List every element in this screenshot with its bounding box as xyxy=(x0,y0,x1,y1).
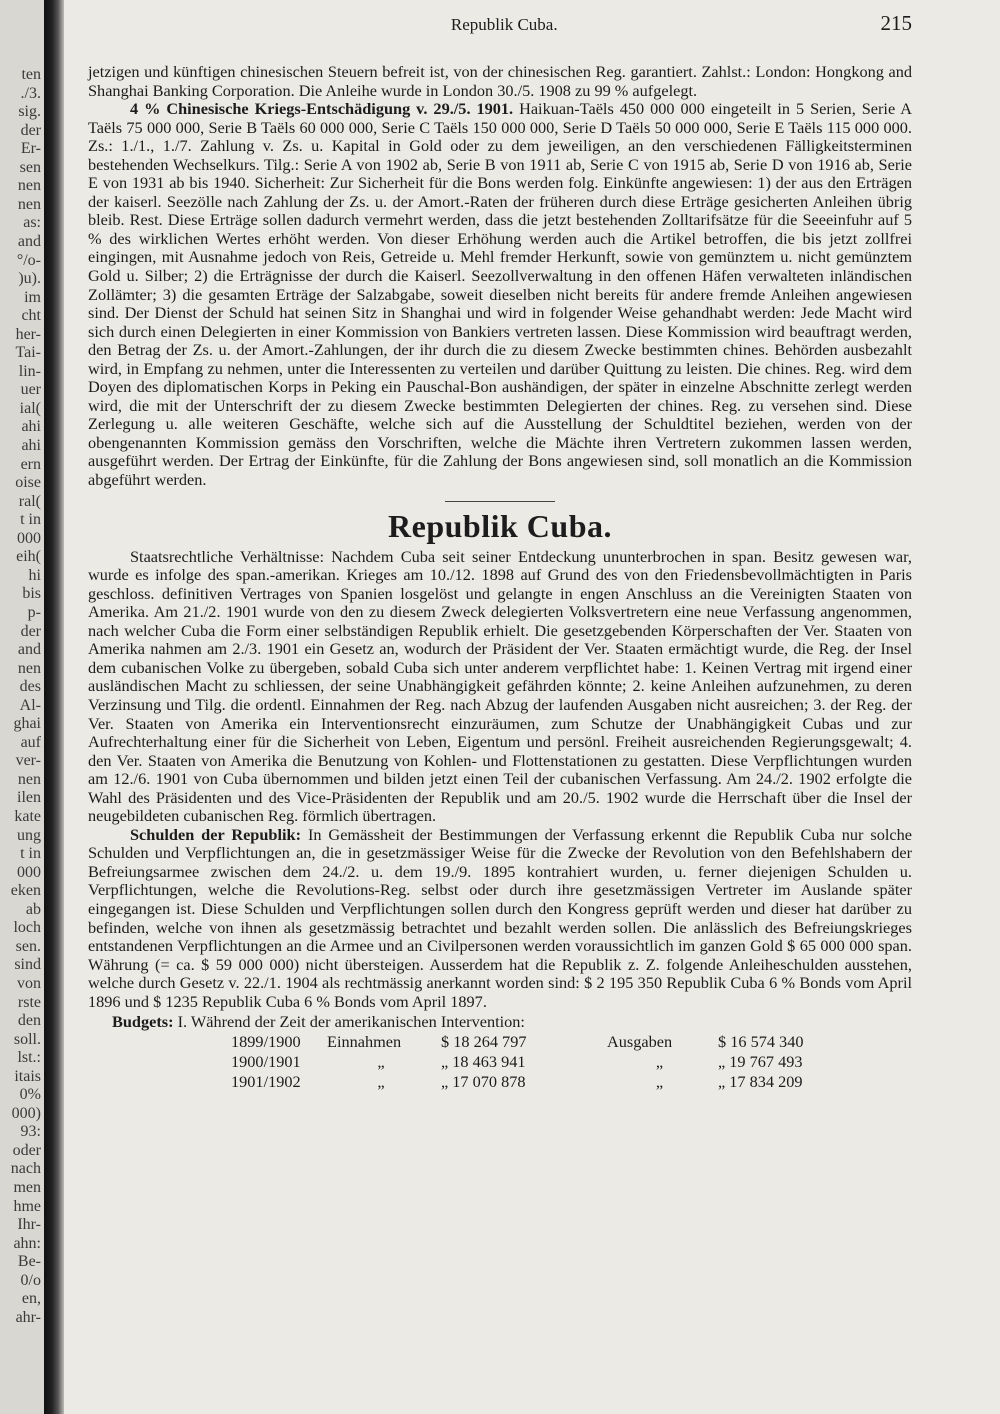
adjacent-page-text-fragment: as: xyxy=(23,214,41,232)
adjacent-page-text-fragment: ral( xyxy=(18,492,41,510)
cuba-debts-text: In Gemässheit der Bestimmungen der Verfassung erkennt die Republik Cuba nur solche Schulden und Verpflichtungen an, die in gesetzmässiger Weise für die Zwecke der Revolution von den Befehlshabern der Befreiungsarmee zwischen dem 24./2. u. dem 19./9. 1895 kontrahiert wurden, u. ferner diejenigen Schulden u. Verpflichtungen, welche die Revolutions-Reg. selbst oder durch ihre gesetzmässigen Vertreter im Auslande später eingegangen ist. Diese Schulden und Verpflichtungen sollen durch den Kongress geprüft werden und dieser hat darüber zu befinden, welche von ihnen als gesetzmässig betrachtet und bezahlt werden sollen. Die anlässlich des Befreiungskrieges entstandenen Verpflichtungen an die Armee und an Civilpersonen werden voraussichtlich im ganzen Gold $ 65 000 000 span. Währung (= ca. $ 59 000 000) nicht übersteigen. Ausserdem hat die Republik z. Z. folgende Anleiheschulden ausstehen, welche durch Gesetz v. 22./1. 1904 als rechtmässig anerkannt worden sind: $ 2 195 350 Republik Cuba 6 % Bonds vom April 1896 und $ 1235 Republik Cuba 6 % Bonds vom April 1897. xyxy=(88,824,912,1011)
adjacent-page-text-fragment: ten xyxy=(21,66,41,83)
adjacent-page-text-fragment: hi xyxy=(28,566,41,584)
adjacent-page-text-fragment: ern xyxy=(20,455,41,473)
adjacent-page-text-fragment: 000 xyxy=(17,863,41,881)
budget-cell-year: 1899/1900 xyxy=(231,1031,301,1051)
adjacent-page-text-fragment: °/o- xyxy=(16,251,41,269)
adjacent-page-text-fragment: ial( xyxy=(19,399,41,417)
adjacent-page-text-fragment: soll. xyxy=(13,1030,41,1048)
running-title: Republik Cuba. xyxy=(450,15,558,34)
adjacent-page-text-fragment: cht xyxy=(21,307,41,325)
adjacent-page-text-fragment: der xyxy=(20,622,41,640)
cuba-budgets-heading xyxy=(88,1013,912,1032)
adjacent-page-text-fragment: sig. xyxy=(18,103,41,121)
adjacent-page-text-fragment: ilen xyxy=(17,789,41,807)
cuba-constitution-paragraph: Staatsrechtliche Verhältnisse: Nachdem Cuba seit seiner Entdeckung ununterbrochen in span. Besitz gewesen war, wurde es infolge des span.-amerikan. Krieges am 10./12. 1898 auf Grund des von den Friedensbevollmächtigten in Paris geschloss. definitiven Vertrages von Spanien losgelöst und gelangte in engen Anschluss an die Vereinigten Staaten von Amerika. Am 21./2. 1901 wurde von den zu diesem Zweck delegierten Volksvertretern eine neue Verfassung angenommen, nach welcher Cuba die Form einer selbständigen Republik erhielt. Die gesetzgebenden Körperschaften der Ver. Staaten von Amerika nahmen am 2./3. 1901 ein Gesetz an, wodurch der Präsident der Ver. Staaten ermächtigt wurde, die Reg. der Insel dem cubanischen Volke zu übergeben, sobald Cuba sich unter anderem verpflichtet habe: 1. Keinen Vertrag mit irgend einer ausländischen Macht zu schliessen, der seine Unabhängigkeit gefährden könnte; 2. keine Anleihen aufzunehmen, zu deren Verzinsung und Tilg. die ordentl. Einnahmen der Reg. nach Abzug der laufenden Ausgaben nicht ausreichen; 3. der Reg. der Ver. Staaten von Amerika ein Interventionsrecht einzuräumen, zum Schutze der Unabhängigkeit Cubas und zur Aufrechterhaltung einer für die Sicherheit von Leben, Eigentum und persönl. Freiheit ausreichenden Regierungsgewalt; 4. den Ver. Staaten von Amerika die Benutzung von Kohlen- und Flottenstationen zu gestatten. Diese Verpflichtungen wurden am 12./6. 1901 von Cuba übernommen und bilden jetzt einen Teil der cubanischen Verfassung. Am 24./2. 1902 erfolgte die Wahl des Präsidenten und des Vice-Präsidenten der Republik und am 20./5. 1902 wurde die Herrschaft über die Insel der neugebildeten cubanischen Reg. förmlich übertragen. xyxy=(88,546,912,826)
adjacent-page-text-fragment: ghai xyxy=(13,715,41,733)
section-divider xyxy=(445,501,555,502)
adjacent-page-text-fragment: kate xyxy=(14,808,41,825)
budget-cell-ausgaben-label: „ xyxy=(655,1051,664,1071)
book-binding-gutter xyxy=(44,0,64,1414)
adjacent-page-text-fragment: ab xyxy=(25,900,41,918)
china-indemnity-text: Haikuan-Taëls 450 000 000 eingeteilt in 5 Serien, Serie A Taëls 75 000 000, Serie B Taëls 60 000 000, Serie C Taëls 150 000 000, Serie D Taëls 50 000 000, Serie E Taëls 115 000 000. Zs.: 1./1., 1./7. Zahlung v. Zs. u. Kapital in Gold oder zu dem jeweiligen, an den verschiedenen Fälligkeitsterminen bestehenden Wechselkurs. Tilg.: Serie A von 1902 ab, Serie B von 1911 ab, Serie C von 1915 ab, Serie D von 1916 ab, Serie E von 1931 ab bis 1940. Sicherheit: Zur Sicherheit für die Bons werden folg. Einkünfte angewiesen: 1) der aus den Erträgen der kaiserl. Seezölle nach Zahlung der Zs. u. der Amort.-Raten der früheren durch diese Erträge gesicherten Anleihen übrig bleib. Rest. Diese Erträge sollen dadurch vermehrt werden, dass die jetzt bestehenden Zolltarifsätze für die Seeeinfuhr auf 5 % des wirklichen Wertes erhöht werden. Von dieser Erhöhung werden auch die Artikel betroffen, die bis jetzt zollfrei eingingen, mit Ausnahme jedoch von Reis, Getreide u. Mehl fremder Herkunft, sowie von gemünztem u. nicht gemünztem Gold u. Silber; 2) die Erträgnisse der durch die Kaiserl. Seezollverwaltung in den offenen Häfen verwalteten inländischen Zollämter; 3) die gesamten Erträge der Salzabgabe, soweit dieselben nicht bereits für andere fremde Anleihen angewiesen sind. Der Dienst der Schuld hat seinen Sitz in Shanghai und wird in folgender Weise gehandhabt werden: Jede Macht wird sich durch einen Delegierten in einer Kommission von Bankiers vertreten lassen. Diese Kommission wird beauftragt werden, den Betrag der Zs. u. der Amort.-Zahlungen, der ihr durch die zu diesem Zwecke bestimmten chines. Behörden ausbezahlt wird, in Empfang zu nehmen, unter die Interessenten zu verteilen und darüber Quittung zu leisten. Die chines. Reg. wird dem Doyen des diplomatischen Korps in Peking ein Pauschal-Bon aushändigen, der später in einzelne Abschnitte zerlegt werden wird, die mit der Unterschrift der zu diesem Zwecke bestimmten Delegierten der chines. Reg. zu versehen sind. Diese Zerlegung u. alle weiteren Geschäfte, welche sich auf die Ausstellung der Schuldtitel beziehen, werden von der obengenannten Kommission gemäss den Vorschriften, welche die Mächte ihren Vertretern zukommen lassen werden, ausgeführt werden. Der Ertrag der Einkünfte, für die Zahlung der Bons angewiesen sind, soll monatlich an die Kommission abgeführt werden. xyxy=(88,99,912,490)
adjacent-page-text-fragment: im xyxy=(24,288,41,306)
adjacent-page-text-fragment: itais xyxy=(14,1067,41,1085)
adjacent-page-text-fragment: nen xyxy=(17,177,41,195)
adjacent-page-text-fragment: ./3. xyxy=(20,84,41,102)
adjacent-page-text-fragment: ahn: xyxy=(13,1234,41,1252)
budget-cell-einnahmen-label: „ xyxy=(377,1071,385,1091)
adjacent-page-text-fragment: her- xyxy=(15,325,41,343)
adjacent-page-text-fragment: sind xyxy=(14,956,41,974)
cuba-budgets-intro: I. Während der Zeit der amerikanischen Intervention: xyxy=(177,1012,525,1032)
budget-table xyxy=(231,1032,809,1092)
adjacent-page-text-fragment: )u). xyxy=(18,270,41,288)
page-content xyxy=(88,11,912,1092)
adjacent-page-text-fragment: 000 xyxy=(17,529,41,547)
adjacent-page-text-fragment: 000) xyxy=(11,1104,41,1122)
adjacent-page-text-fragment: and xyxy=(17,232,41,250)
china-indemnity-paragraph xyxy=(88,100,912,489)
page-number: 215 xyxy=(880,11,912,35)
adjacent-page-text-fragment: sen xyxy=(19,158,41,176)
budget-row xyxy=(231,1052,809,1072)
adjacent-page-text-fragment: and xyxy=(17,641,41,659)
adjacent-page-text-fragment: lst.: xyxy=(17,1049,41,1067)
adjacent-page-text-fragment: rste xyxy=(17,993,41,1011)
adjacent-page-text-fragment: nen xyxy=(17,770,41,788)
adjacent-page-edge xyxy=(0,0,45,1414)
adjacent-page-text-fragment: hme xyxy=(13,1197,41,1215)
budget-cell-ausgaben: „ 19 767 493 xyxy=(718,1051,803,1071)
adjacent-page-text-fragment: t in xyxy=(20,845,41,863)
budget-cell-einnahmen: $ 18 264 797 xyxy=(441,1031,527,1051)
adjacent-page-text-fragment: sen. xyxy=(15,937,41,955)
cuba-debts-label: Schulden der Republik: xyxy=(130,824,301,844)
china-indemnity-heading: 4 % Chinesische Kriegs-Entschädigung v. 29./5. 1901. xyxy=(130,99,514,119)
budget-cell-einnahmen-label: „ xyxy=(377,1051,385,1071)
adjacent-page-text-fragment: Tai- xyxy=(15,344,41,362)
adjacent-page-text-fragment: auf xyxy=(20,733,41,751)
running-header xyxy=(88,11,912,44)
adjacent-page-text-fragment: Be- xyxy=(17,1253,41,1271)
budget-cell-year: 1900/1901 xyxy=(231,1051,301,1071)
budget-cell-einnahmen: „ 17 070 878 xyxy=(441,1071,526,1091)
adjacent-page-text-fragment: des xyxy=(19,678,41,696)
adjacent-page-text-fragment: ahr- xyxy=(15,1308,41,1326)
budget-cell-einnahmen: „ 18 463 941 xyxy=(441,1051,526,1071)
adjacent-page-text-fragment: t in xyxy=(20,511,41,529)
budget-cell-year: 1901/1902 xyxy=(231,1071,301,1091)
adjacent-page-text-fragment: men xyxy=(13,1179,41,1196)
adjacent-page-text-fragment: lin- xyxy=(18,362,41,380)
adjacent-page-text-fragment: eih( xyxy=(16,548,41,566)
adjacent-page-text-fragment: von xyxy=(17,974,41,992)
adjacent-page-text-fragment: 0/o xyxy=(20,1271,41,1289)
book-page xyxy=(64,0,1000,1414)
adjacent-page-text-fragment: ver- xyxy=(15,752,41,770)
adjacent-page-text-fragment: ahi xyxy=(21,437,41,454)
adjacent-page-text-fragment: oder xyxy=(12,1141,41,1159)
adjacent-page-text-fragment: oise xyxy=(15,474,41,492)
adjacent-page-text-fragment: 93: xyxy=(20,1123,41,1141)
adjacent-page-text-fragment: bis xyxy=(22,585,41,603)
china-loan-paragraph-continued: jetzigen und künftigen chinesischen Steuern befreit ist, von der chinesischen Reg. garantiert. Zahlst.: London: Hongkong and Shanghai Banking Corporation. Die Anleihe wurde in London 30./5. 1908 zu 99 % aufgelegt. xyxy=(88,62,912,100)
adjacent-page-text-fragment: ahi xyxy=(21,418,41,436)
cuba-budgets-label: Budgets: xyxy=(112,1012,174,1032)
adjacent-page-text-fragment: nach xyxy=(10,1160,41,1178)
adjacent-page-text-fragment: den xyxy=(17,1012,41,1030)
adjacent-page-text-fragment: Er- xyxy=(20,140,41,158)
adjacent-page-text-fragment: 0% xyxy=(19,1086,41,1104)
budget-cell-ausgaben-label: „ xyxy=(655,1071,664,1091)
budget-cell-ausgaben-label: Ausgaben xyxy=(607,1031,673,1051)
adjacent-page-text-fragment: Ihr- xyxy=(17,1216,41,1234)
cuba-debts-paragraph xyxy=(88,826,912,1011)
budget-cell-ausgaben: „ 17 834 209 xyxy=(718,1071,803,1091)
budget-cell-einnahmen-label: Einnahmen xyxy=(327,1031,402,1051)
adjacent-page-text-fragment: nen xyxy=(17,195,41,213)
adjacent-page-text-fragment: ung xyxy=(17,826,41,844)
budget-row xyxy=(231,1032,809,1052)
adjacent-page-text-fragment: uer xyxy=(20,381,41,399)
section-heading-cuba: Republik Cuba. xyxy=(388,507,612,544)
budget-row xyxy=(231,1072,809,1092)
adjacent-page-text-fragment: Al- xyxy=(19,696,41,714)
adjacent-page-text-fragment: en, xyxy=(21,1290,41,1308)
adjacent-page-text-fragment: eken xyxy=(10,882,41,900)
adjacent-page-text-fragment: der xyxy=(20,121,41,139)
adjacent-page-text-fragment: loch xyxy=(13,919,41,937)
adjacent-page-text-fragment: nen xyxy=(17,659,41,677)
budget-cell-ausgaben: $ 16 574 340 xyxy=(718,1031,804,1051)
adjacent-page-text-fragment: p- xyxy=(27,603,41,621)
